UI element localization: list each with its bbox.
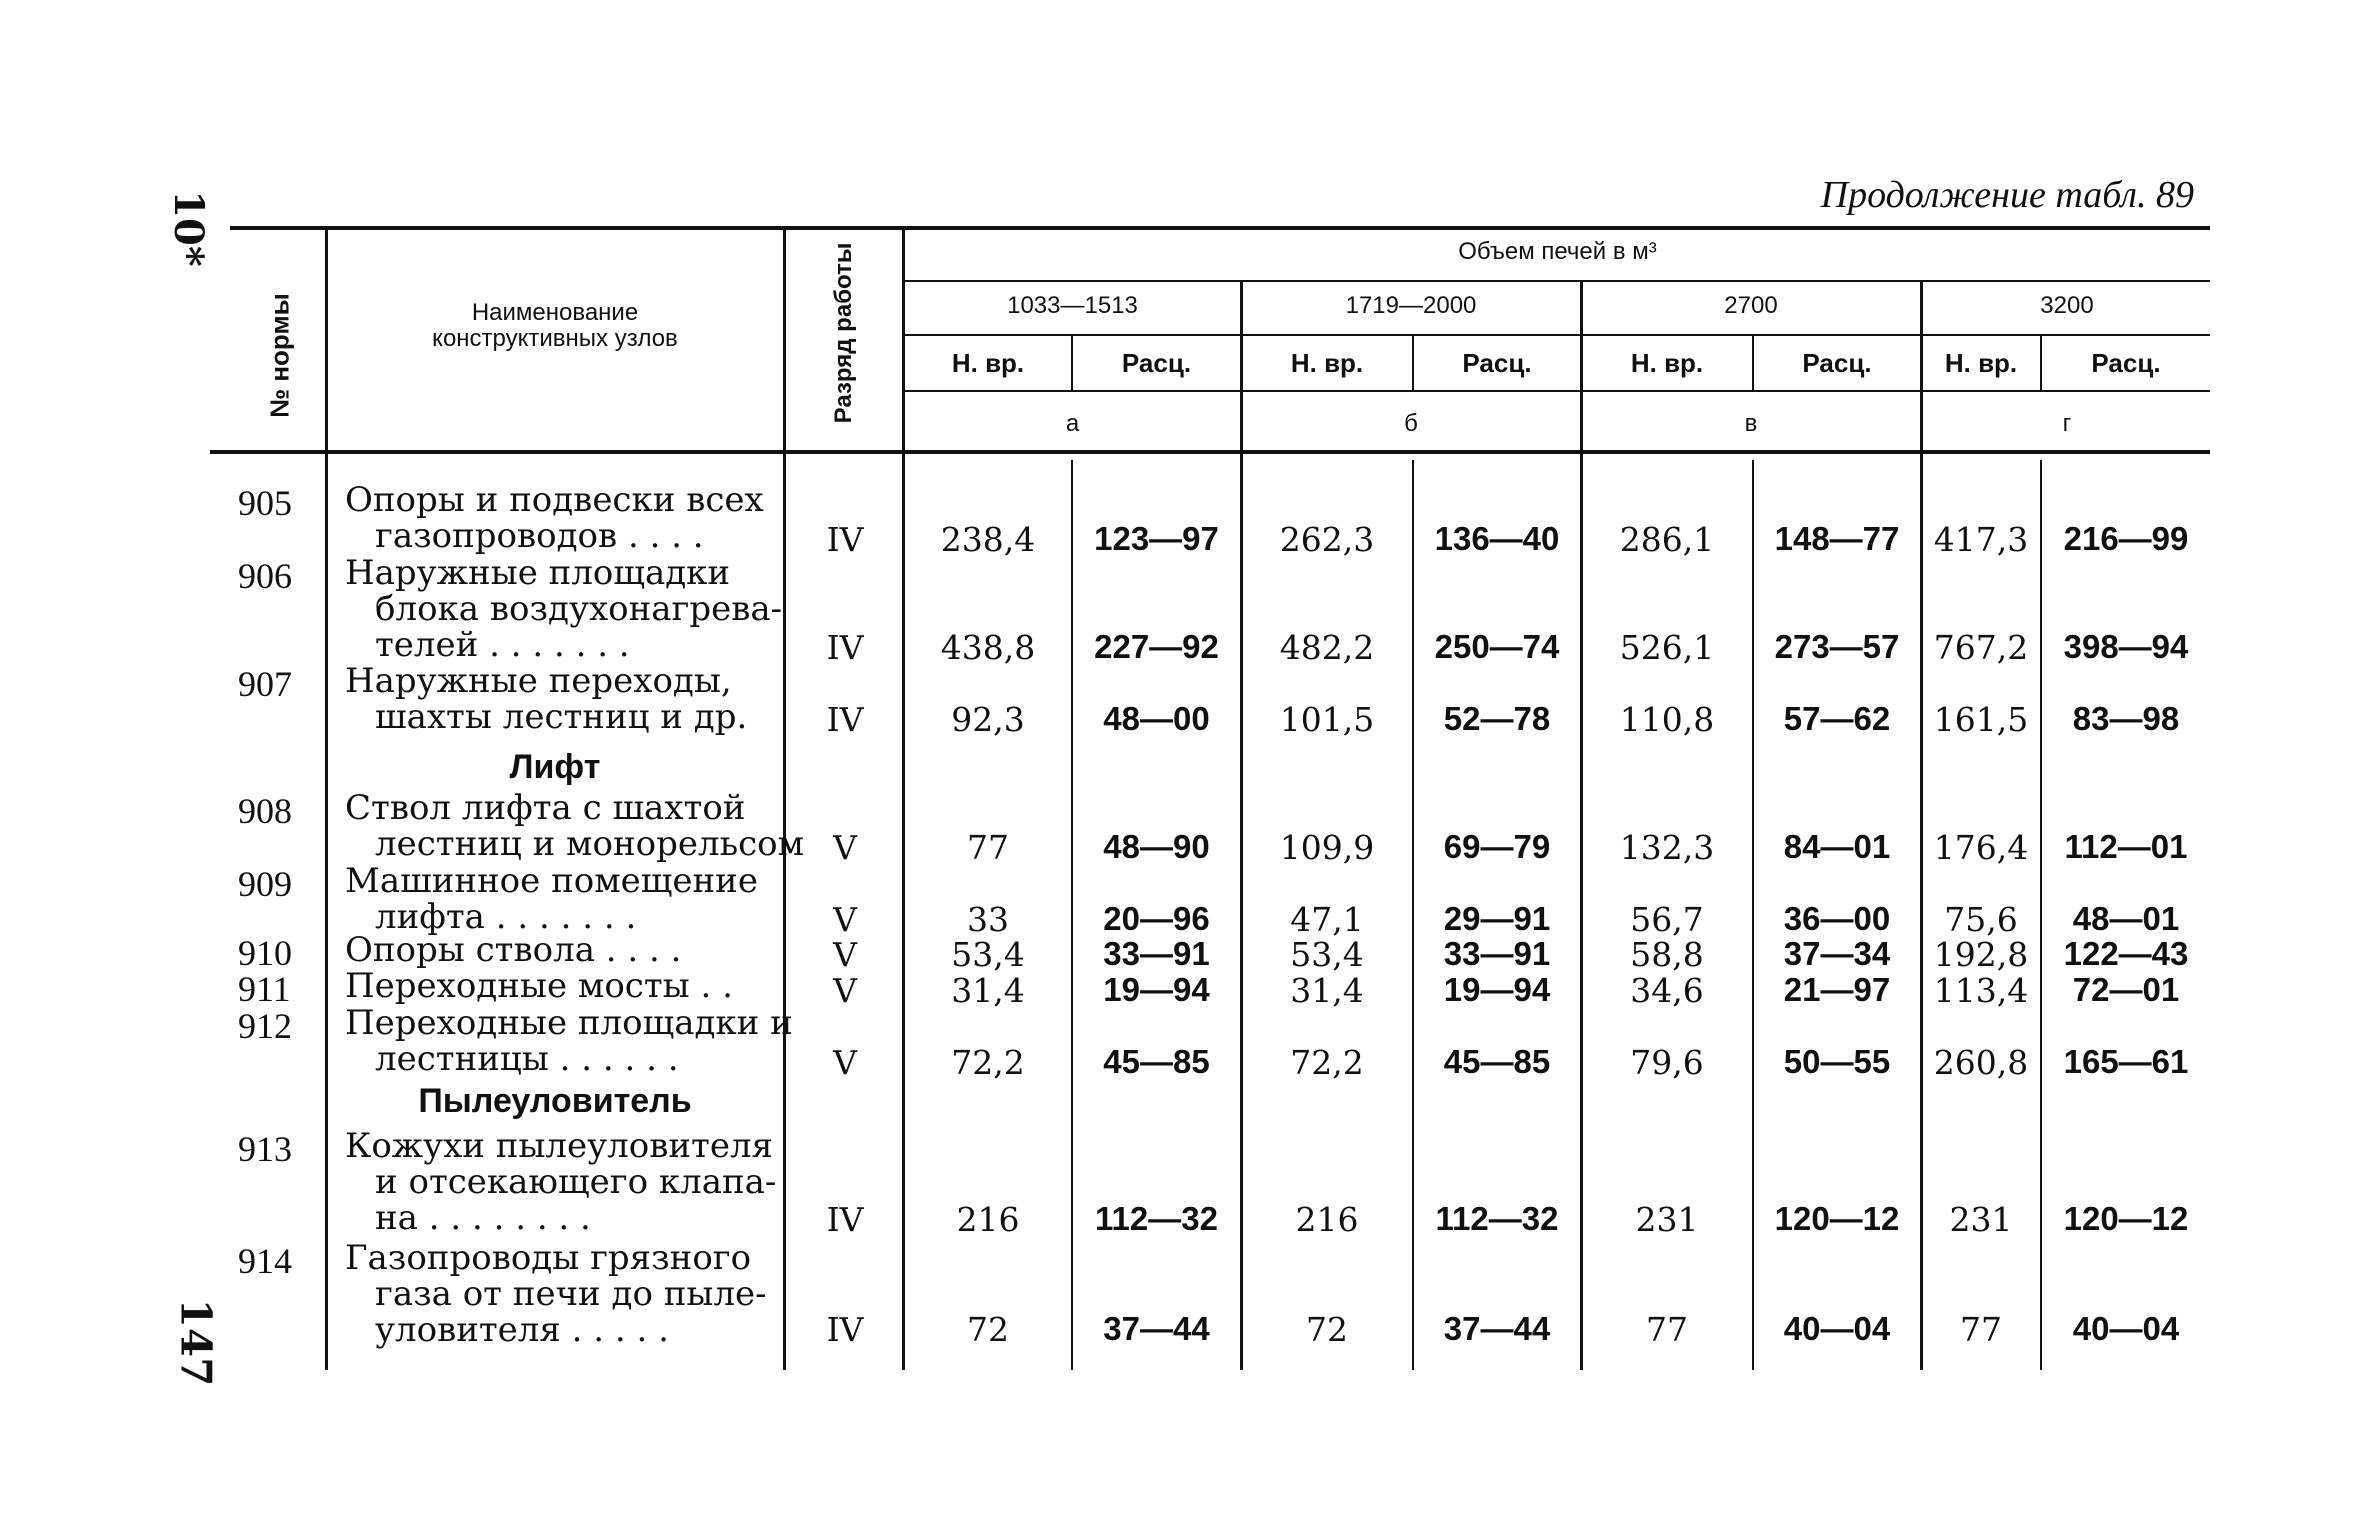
range-rule	[905, 334, 2210, 336]
row-name-line: Ствол лифта с шахтой	[345, 788, 746, 828]
cell-rate: 398—94	[2063, 628, 2189, 665]
letter-d: г	[2062, 410, 2072, 437]
cell-rate: 48—90	[1103, 828, 1210, 865]
row-grade: IV	[826, 628, 864, 667]
volume-rule	[905, 280, 2210, 282]
row-name-line: Наружные площадки	[345, 553, 731, 593]
cell-time-norm: 438,8	[940, 628, 1036, 667]
cell-time-norm: 110,8	[1619, 700, 1715, 739]
cell-rate: 29—91	[1443, 900, 1551, 937]
cell-rate: 48—01	[2072, 900, 2180, 937]
row-grade: V	[833, 971, 857, 1010]
row-name-line: лестниц и монорельсом	[375, 824, 805, 864]
row-grade: V	[833, 828, 857, 867]
letter-a: а	[1065, 410, 1080, 437]
row-grade: V	[833, 935, 857, 974]
row-grade: IV	[826, 1200, 864, 1239]
row-number: 910	[238, 933, 292, 973]
row-name-line: Опоры и подвески всех	[345, 480, 764, 520]
row-grade: V	[833, 900, 857, 939]
cell-rate: 37—34	[1783, 935, 1891, 972]
cell-time-norm: 53,4	[1290, 935, 1364, 974]
cell-rate: 250—74	[1434, 628, 1560, 665]
cell-rate: 120—12	[1774, 1200, 1900, 1237]
cell-time-norm: 33	[967, 900, 1009, 939]
row-number: 905	[238, 483, 292, 523]
subhead-norm: Н. вр.	[1290, 348, 1364, 378]
letter-b: б	[1404, 410, 1418, 437]
range-a: 1033—1513	[1007, 292, 1138, 319]
cell-rate: 50—55	[1783, 1043, 1891, 1080]
cell-time-norm: 482,2	[1279, 628, 1375, 667]
range-d: 3200	[2040, 292, 2094, 319]
cell-rate: 136—40	[1434, 520, 1560, 557]
cell-rate: 40—04	[2072, 1310, 2180, 1347]
cell-rate: 19—94	[1103, 971, 1210, 1008]
page-mark-top: 10*	[164, 190, 212, 267]
cell-time-norm: 526,1	[1619, 628, 1715, 667]
cell-rate: 112—32	[1095, 1200, 1218, 1237]
cell-time-norm: 216	[1295, 1200, 1359, 1239]
cell-rate: 40—04	[1783, 1310, 1891, 1347]
cell-time-norm: 216	[956, 1200, 1020, 1239]
cell-time-norm: 286,1	[1619, 520, 1715, 559]
row-name-line: Переходные мосты . .	[345, 966, 733, 1006]
cell-time-norm: 161,5	[1933, 700, 2029, 739]
row-name-line: уловителя . . . . .	[375, 1310, 669, 1350]
cell-time-norm: 72,2	[951, 1043, 1025, 1082]
cell-time-norm: 34,6	[1630, 971, 1704, 1010]
section-dust-collector: Пылеуловитель	[418, 1082, 692, 1120]
row-number: 911	[238, 969, 291, 1009]
cell-rate: 120—12	[2063, 1200, 2189, 1237]
cell-rate: 37—44	[1443, 1310, 1551, 1347]
cell-time-norm: 75,6	[1944, 900, 2018, 939]
row-name-line: Наружные переходы,	[345, 661, 732, 701]
cell-time-norm: 72	[1306, 1310, 1348, 1349]
cell-time-norm: 176,4	[1933, 828, 2029, 867]
cell-rate: 36—00	[1783, 900, 1891, 937]
cell-rate: 52—78	[1443, 700, 1551, 737]
cell-rate: 112—01	[2064, 828, 2188, 865]
cell-rate: 48—00	[1103, 700, 1210, 737]
cell-rate: 45—85	[1443, 1043, 1551, 1080]
cell-time-norm: 77	[967, 828, 1009, 867]
cell-time-norm: 77	[1960, 1310, 2002, 1349]
row-number: 907	[238, 664, 292, 704]
row-name-line: лестницы . . . . . .	[375, 1039, 679, 1079]
cell-time-norm: 113,4	[1933, 971, 2029, 1010]
row-name-line: и отсекающего клапа-	[375, 1162, 777, 1202]
header-bottom-rule	[210, 450, 2210, 454]
subhead-rate: Расц.	[1802, 348, 1872, 378]
cell-rate: 273—57	[1774, 628, 1900, 665]
cell-time-norm: 238,4	[940, 520, 1036, 559]
cell-time-norm: 767,2	[1933, 628, 2029, 667]
subhead-rate: Расц.	[2091, 348, 2161, 378]
row-name-line: шахты лестниц и др.	[375, 697, 748, 737]
cell-rate: 33—91	[1443, 935, 1551, 972]
cell-rate: 123—97	[1094, 520, 1219, 557]
cell-time-norm: 31,4	[1290, 971, 1364, 1010]
cell-rate: 122—43	[2063, 935, 2189, 972]
cell-time-norm: 101,5	[1279, 700, 1375, 739]
row-name-line: Машинное помещение	[345, 861, 758, 901]
row-name-line: Газопроводы грязного	[345, 1238, 752, 1278]
cell-rate: 72—01	[2072, 971, 2180, 1008]
header-col-grade: Разряд работы	[830, 242, 857, 424]
row-name-line: лифта . . . . . . .	[375, 897, 637, 937]
cell-rate: 83—98	[2072, 700, 2180, 737]
row-name-line: газопроводов . . . .	[375, 516, 704, 556]
cell-time-norm: 132,3	[1619, 828, 1715, 867]
cell-rate: 20—96	[1103, 900, 1210, 937]
col-rule	[902, 230, 905, 1370]
range-b: 1719—2000	[1345, 292, 1477, 319]
letter-c: в	[1744, 410, 1758, 437]
header-col-num: № нормы	[264, 293, 295, 418]
cell-rate: 165—61	[2063, 1043, 2189, 1080]
col-rule	[325, 230, 328, 1370]
cell-rate: 148—77	[1774, 520, 1900, 557]
cell-rate: 69—79	[1443, 828, 1551, 865]
row-grade: V	[833, 1043, 857, 1082]
cell-time-norm: 72,2	[1290, 1043, 1364, 1082]
cell-time-norm: 231	[1949, 1200, 2013, 1239]
page-number: 147	[171, 1298, 221, 1387]
subhead-rule	[905, 390, 2210, 392]
subhead-norm: Н. вр.	[951, 348, 1025, 378]
row-number: 914	[238, 1241, 292, 1281]
range-c: 2700	[1724, 292, 1778, 319]
cell-time-norm: 31,4	[951, 971, 1025, 1010]
table-top-rule	[230, 226, 2210, 230]
subhead-rate: Расц.	[1121, 348, 1192, 378]
row-name-line: газа от печи до пыле-	[375, 1274, 767, 1314]
cell-time-norm: 231	[1635, 1200, 1699, 1239]
cell-rate: 45—85	[1103, 1043, 1210, 1080]
subhead-rate: Расц.	[1462, 348, 1532, 378]
row-number: 906	[238, 556, 292, 596]
cell-time-norm: 47,1	[1290, 900, 1364, 939]
cell-rate: 57—62	[1783, 700, 1891, 737]
cell-rate: 84—01	[1783, 828, 1891, 865]
cell-time-norm: 58,8	[1630, 935, 1704, 974]
col-rule	[783, 230, 786, 1370]
cell-rate: 19—94	[1443, 971, 1551, 1008]
cell-rate: 216—99	[2063, 520, 2189, 557]
continuation-caption: Продолжение табл. 89	[1820, 174, 2194, 216]
subhead-norm: Н. вр.	[1630, 348, 1704, 378]
cell-time-norm: 260,8	[1933, 1043, 2029, 1082]
row-name-line: блока воздухонагрева-	[375, 589, 783, 629]
cell-time-norm: 79,6	[1630, 1043, 1704, 1082]
cell-rate: 37—44	[1103, 1310, 1210, 1347]
row-number: 913	[238, 1129, 292, 1169]
cell-time-norm: 417,3	[1933, 520, 2029, 559]
cell-rate: 33—91	[1103, 935, 1210, 972]
subhead-norm: Н. вр.	[1944, 348, 2018, 378]
cell-time-norm: 109,9	[1279, 828, 1375, 867]
cell-time-norm: 72	[967, 1310, 1009, 1349]
cell-time-norm: 53,4	[951, 935, 1025, 974]
row-name-line: телей . . . . . . .	[375, 625, 630, 665]
row-name-line: на . . . . . . . .	[375, 1198, 591, 1238]
header-volume: Объем печей в м³	[1458, 238, 1657, 265]
row-number: 908	[238, 791, 292, 831]
cell-rate: 21—97	[1783, 971, 1891, 1008]
section-lift: Лифт	[509, 748, 601, 786]
row-grade: IV	[826, 700, 864, 739]
row-grade: IV	[826, 1310, 864, 1349]
row-name-line: Опоры ствола . . . .	[345, 930, 682, 970]
header-col-name: Наименование конструктивных узлов	[432, 299, 678, 352]
cell-time-norm: 77	[1646, 1310, 1688, 1349]
cell-rate: 112—32	[1435, 1200, 1559, 1237]
row-number: 912	[238, 1006, 292, 1046]
cell-time-norm: 56,7	[1630, 900, 1704, 939]
row-grade: IV	[826, 520, 864, 559]
cell-rate: 227—92	[1094, 628, 1219, 665]
row-name-line: Кожухи пылеуловителя	[345, 1126, 774, 1166]
cell-time-norm: 262,3	[1279, 520, 1375, 559]
row-number: 909	[238, 864, 292, 904]
cell-time-norm: 92,3	[951, 700, 1025, 739]
row-name-line: Переходные площадки и	[345, 1003, 793, 1043]
cell-time-norm: 192,8	[1933, 935, 2029, 974]
